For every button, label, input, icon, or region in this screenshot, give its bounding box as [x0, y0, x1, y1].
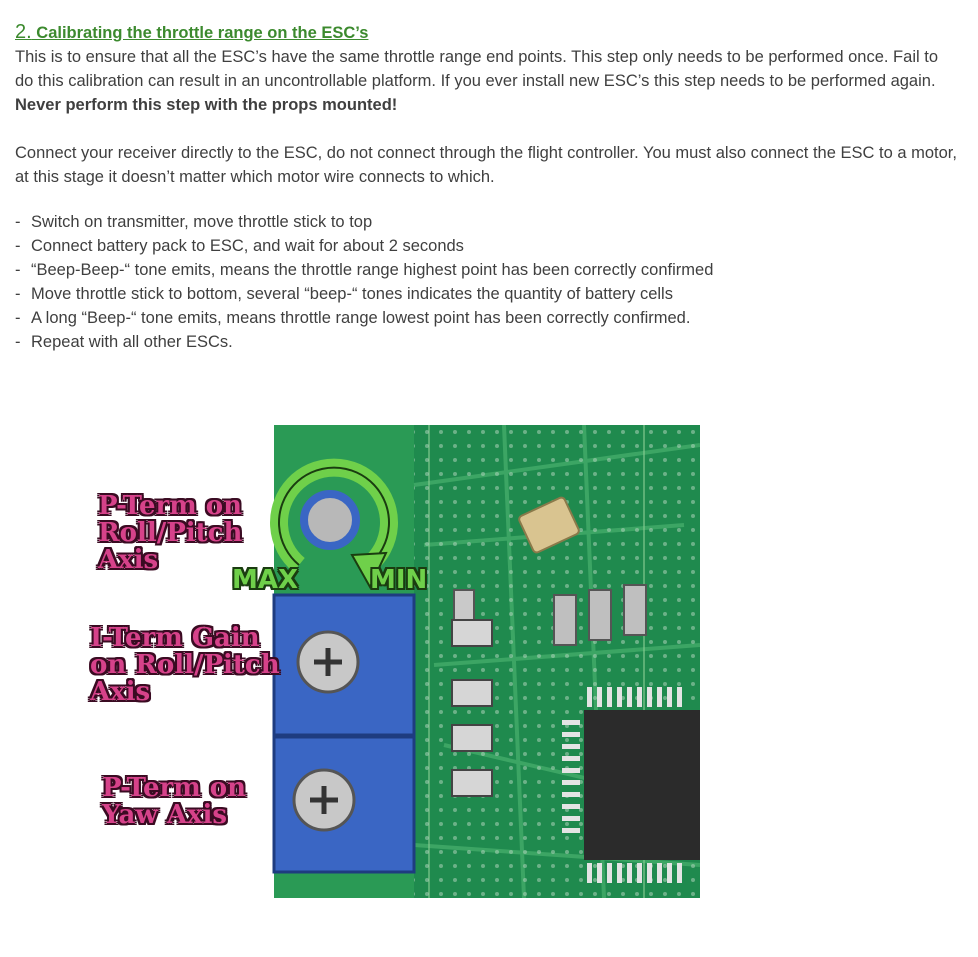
- connection-paragraph: Connect your receiver directly to the ESC, do not connect through the flight controller. You must also connect the ESC to a motor, at this stage it doesn’t matter which motor wire connects to which.: [15, 144, 957, 186]
- list-item: - “Beep-Beep-“ tone emits, means the throttle range highest point has been correctly confirmed: [15, 261, 714, 279]
- list-item: - A long “Beep-“ tone emits, means throttle range lowest point has been correctly confirmed.: [15, 309, 691, 327]
- section-heading: [15, 20, 960, 45]
- pcb-photo-figure: [84, 425, 700, 898]
- section-number: 2.: [15, 21, 32, 43]
- calibration-steps-list: [15, 210, 960, 354]
- list-item: - Repeat with all other ESCs.: [15, 333, 233, 351]
- pterm-roll-pitch-label: P-Term on Roll/Pitch Axis: [98, 491, 243, 575]
- intro-paragraph: This is to ensure that all the ESC’s have the same throttle range end points. This step only needs to be performed once. Fail to do this calibration can result in an uncontrollable platform. If you ever install new ESC’s this step needs to be performed again.: [15, 48, 938, 90]
- min-label: MIN: [370, 565, 428, 595]
- list-item: - Move throttle stick to bottom, several “beep-“ tones indicates the quantity of battery cells: [15, 285, 673, 303]
- document-page: [15, 20, 960, 354]
- iterm-gain-label: I-Term Gain on Roll/Pitch Axis: [90, 623, 280, 707]
- section-title: Calibrating the throttle range on the ESC’s: [31, 24, 369, 42]
- warning-text: Never perform this step with the props mounted!: [15, 96, 398, 114]
- max-label: MAX: [232, 565, 299, 595]
- list-item: - Connect battery pack to ESC, and wait for about 2 seconds: [15, 237, 464, 255]
- pterm-yaw-label: P-Term on Yaw Axis: [102, 773, 247, 830]
- list-item: - Switch on transmitter, move throttle stick to top: [15, 213, 373, 231]
